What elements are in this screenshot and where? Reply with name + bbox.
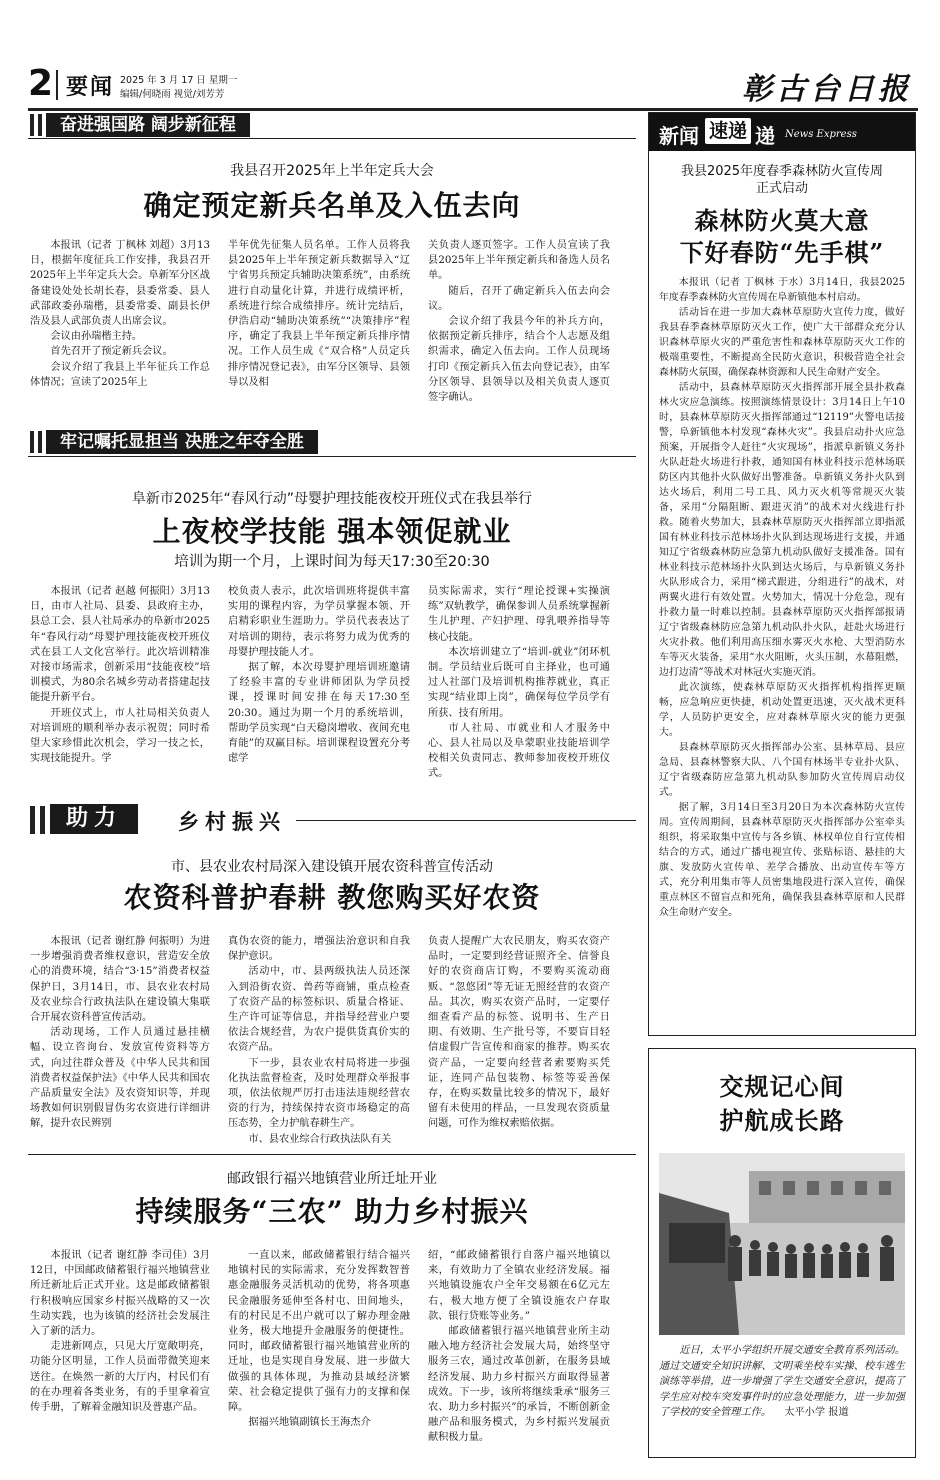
band-marker xyxy=(38,114,42,136)
paragraph: 员实际需求，实行“理论授课+实操演练”双轨教学，确保参训人员系统掌握新生儿护理、产妇护理、母乳喂养指导等核心技能。 xyxy=(428,586,610,643)
express-label-a: 新闻 xyxy=(659,124,699,148)
band-marker xyxy=(30,431,34,453)
paragraph: 本报讯（记者 赵越 何振阳）3月13日，由市人社局、县委、县政府主办，县总工会、县人社局承办的阜新市2025年“春风行动”母婴护理技能夜校开班仪式在县工人文化宫举行。此次培训精准对接市场需求，创新采用“技能夜校”培训模式，为80余名城乡劳动者搭建起技能提升新平台。 xyxy=(30,586,210,704)
band-title: 奋进强国路 阔步新征程 xyxy=(46,113,250,137)
section-band-1 xyxy=(28,112,636,139)
article1-col3 xyxy=(428,238,610,414)
article4-col1 xyxy=(30,1248,210,1446)
band-marker xyxy=(30,114,34,136)
news-express-box xyxy=(648,112,916,1036)
paragraph: 据了解，本次母婴护理培训班邀请了经验丰富的专业讲师团队为学员授课，授课时间安排在每天17:30至20:30。通过为期一个月的系统培训，帮助学员实现“白天稳岗增收、夜间充电育能”的双赢目标。培训课程设置充分考虑学 xyxy=(228,662,410,765)
paragraph: 随后，召开了确定新兵入伍去向会议。 xyxy=(428,285,610,312)
article3-kicker: 市、县农业农村局深入建设镇开展农资科普宣传活动 xyxy=(171,859,493,875)
paragraph: 本报讯（记者 谢红静 李司佳）3月12日，中国邮政储蓄银行福兴地镇营业所迁新址后正式开业。这是邮政储蓄银行积极响应国家乡村振兴战略的又一次生动实践，也为该镇的经济社会发展注入了新的活力。 xyxy=(30,1250,210,1338)
photo-box xyxy=(648,1048,916,1458)
band-marker xyxy=(38,431,42,453)
article1-headline: 确定预定新兵名单及入伍去向 xyxy=(143,189,521,222)
express-label-en: News Express xyxy=(785,129,857,140)
paragraph: 活动现场，工作人员通过悬挂横幅、设立咨询台、发放宣传资料等方式，向过往群众普及《中华人民共和国消费者权益保护法》《中华人民共和国农产品质量安全法》及农资知识等，并现场教如何识别假冒伪劣农资进行详细讲解，提升农民辨别 xyxy=(30,1027,210,1130)
paragraph: 据福兴地镇副镇长王海杰介 xyxy=(248,1417,371,1429)
masthead xyxy=(28,64,918,108)
paragraph: 邮政储蓄银行福兴地镇营业所主动融入地方经济社会发展大局，始终坚守服务三农，通过改革创新，在服务县域经济发展、助力乡村振兴方面取得显著成效。下一步，该所将继续秉承“服务三农、助力乡村振兴”的承旨，不断创新金融产品和服务模式，为乡村振兴发展贡献积极力量。 xyxy=(428,1326,610,1444)
photo-caption xyxy=(659,1343,905,1421)
article2-col3 xyxy=(428,584,610,788)
express-headline-1: 森林防火莫大意 xyxy=(694,206,870,235)
article-divider xyxy=(28,1154,636,1155)
paragraph: 负责人提醒广大农民朋友，购买农资产品时，一定要到经营证照齐全、信誉良好的农资商店订购，不要购买流动商贩、“忽悠团”等无证无照经营的农资产品。其次，购买农资产品时，一定要仔细查看产品的标签、说明书、生产日期、有效期、生产批号等，不要盲目轻信虚假广告宣传和商家的推荐。购买农资产品，一定要向经营者索要购买凭证，连同产品包装物、标签等妥善保存，在购买数量比较多的情况下，最好留有未使用的样品，一旦发现农资质量问题，可作为维权索赔依据。 xyxy=(428,936,610,1130)
paragraph: 活动中，市、县两级执法人员还深入到沿街农资、兽药等商铺，重点检查了农资产品的标签标识、质量合格证、生产许可证等信息，并指导经营业户要依法合规经营，为农户提供货真价实的农资产品。 xyxy=(228,966,410,1054)
masthead-divider xyxy=(56,70,58,100)
paragraph: 走进新网点，只见大厅宽敞明亮，功能分区明显，工作人员面带微笑迎来送往。在焕然一新的大厅内，村民们有的在办理着各类业务，有的手里拿着宣传手册，了解着金融知识及普惠产品。 xyxy=(30,1341,210,1414)
paragraph: 市人社局、市就业和人才服务中心、县人社局以及阜蒙职业技能培训学校相关负责同志、教师参加夜校开班仪式。 xyxy=(428,722,610,780)
masthead-rule xyxy=(28,108,918,111)
editor-line: 编辑/何晓雨 视觉/刘芳芳 xyxy=(120,89,225,100)
article2-kicker: 阜新市2025年“春风行动”母婴护理技能夜校开班仪式在我县举行 xyxy=(131,491,533,507)
article3-col3 xyxy=(428,934,610,1146)
article2-headline: 上夜校学技能 强本领促就业 xyxy=(152,515,512,548)
band-title-b: 乡村振兴 xyxy=(178,810,286,834)
page-number: 2 xyxy=(28,63,54,104)
paragraph: 关负责人逐页签字。工作人员宣读了我县2025年上半年预定新兵和备选人员名单。 xyxy=(428,240,610,282)
express-body xyxy=(659,275,905,1033)
date-line: 2025 年 3 月 17 日 星期一 xyxy=(120,75,238,86)
article3-col1 xyxy=(30,934,210,1146)
express-kicker: 我县2025年度春季森林防火宣传周正式启动 xyxy=(680,164,884,196)
school-children-photo-icon xyxy=(659,1153,905,1335)
section-band-2 xyxy=(28,428,636,457)
paragraph: 绍，“邮政储蓄银行自落户福兴地镇以来，有效助力了全镇农业经济发展。福兴地镇设施农户全年交易额在6亿元左右，极大地方便了全镇设施农户存取款、银行贷账等业务。” xyxy=(428,1250,610,1322)
express-label-b: 速递 xyxy=(705,118,751,144)
band-marker xyxy=(40,806,45,834)
paragraph: 此次演练，使森林草原防灭火指挥机构指挥更顺畅，应急响应更快捷，机动处置更迅速，灭火战术更科学，人员防护更安全，应对森林草原火灾的能力更强大。 xyxy=(659,682,905,738)
paragraph: 会议介绍了我县上半年征兵工作总体情况；宣读了2025年上 xyxy=(30,361,210,388)
paragraph: 活动中，县森林草原防灭火指挥部开展全县扑救森林火灾应急演练。按照演练情景设计：3月14日上午10时，县森林草原防灭火指挥部通过“12119”火警电话接警，阜新镇他本村发现“森林火灾”。我县启动扑火应急预案，开展指令人赶往“火灾现场”，指派阜新镇义务扑火队赶赴火场进行扑救，通知国有林业科技示范林场联防区内其他扑火队做好出警准备。阜新镇义务扑火队到达火场后，利用二号工具、风力灭火机等常规灭火装备，采用“分隔阻断、跟进灭消”的战术对火线进行扑救。随着火势加大，县森林草原防灭火指挥部立即指派国有林业科技示范林场扑火队到达现场进行支援，并通知辽宁省级森林防应急第九机动队做好支援准备。国有林业科技示范林场扑火队到达火场后，与阜新镇义务扑火队形成合力，采用“梯式跟进，分组进行”的战术，对两翼火进行有效处置。火势加大，情况十分危急，现有扑救力量一时难以控制。县森林草原防灭火指挥部报请辽宁省级森林防应急第九机动队扑火队，赶赴火场进行火灾扑救。他们利用高压细水雾灭火水枪、大型消防水车等灭火装备，采用“水火阻断，火头压制，水幕阻燃，边打边清”等战术对林冠火实施灭消。 xyxy=(659,382,905,678)
paragraph: 校负责人表示，此次培训班将提供丰富实用的课程内容，为学员掌握本领、开启精彩职业生涯助力。学员代表表达了对培训的期待，表示将努力成为优秀的母婴护理技能人才。 xyxy=(228,586,410,658)
caption-text: 近日，太平小学组织开展交通安全教育系列活动。通过交通安全知识讲解、文明乘坐校车实操、校车逃生演练等举措，进一步增强了学生交通安全意识，提高了学生应对校车突发事件时的应急处理能力，进一步加强了学校的安全管理工作。 xyxy=(659,1345,905,1418)
paragraph: 半年优先征集人员名单。工作人员将我县2025年上半年预定新兵数据导入“辽宁省男兵预定兵辅助决策系统”，由系统进行自动量化计算，并进行成绩评析，系统进行综合成绩排序。统计完结后，伊浩启动“辅助决策系统”“决策排序”程序，确定了我县上半年预定新兵排序情况。工作人员生成《“双合格”人员定兵排序情况登记表》，由军分区领导、县领导以及相 xyxy=(228,240,410,388)
paragraph: 一直以来，邮政储蓄银行结合福兴地镇村民的实际需求，充分发挥数智普惠金融服务灵活机动的优势，将各项惠民金融服务延伸至各村屯、田间地头，有的村民足不出户就可以了解办理金融业务，极大地提升金融服务的便捷性。同时，邮政储蓄银行福兴地镇营业所的迁址，也是实现自身发展、进一步做大做强的具体体现，为推动县域经济繁荣、社会稳定提供了强有力的支撑和保障。 xyxy=(228,1250,410,1414)
photo-headline-2: 护航成长路 xyxy=(719,1106,845,1135)
paragraph: 本报讯（记者 谢红静 何振明）为进一步增强消费者维权意识，营造安全放心的消费环境，结合“3·15”消费者权益保护日，3月14日，市、县农业农村局及农业综合行政执法队在建设镇大集联合开展农资科普宣传活动。 xyxy=(30,936,210,1024)
paragraph: 市、县农业综合行政执法队有关 xyxy=(248,1133,392,1145)
article3-headline: 农资科普护春耕 教您购买好农资 xyxy=(123,881,541,914)
paragraph: 本次培训建立了“培训-就业”闭环机制。学员结业后既可自主择业，也可通过人社部门及培训机构推荐就业，真正实现“结业即上岗”，确保每位学员学有所获、技有所用。 xyxy=(428,646,610,719)
paragraph: 本报讯（记者 丁枫林 刘超）3月13日，根据年度征兵工作安排，我县召开2025年上半年定兵大会。阜新军分区战备建设处处长胡长春，县委常委、县人武部政委孙瑞楷，县委常委、副县长伊浩及县人武部负责人出席会议。 xyxy=(30,240,210,328)
section-name: 要闻 xyxy=(66,75,115,100)
article4-col3 xyxy=(428,1248,610,1446)
paper-name: 彰古台日报 xyxy=(742,72,912,107)
article4-col2 xyxy=(228,1248,410,1446)
express-label-b-tail: 递 xyxy=(755,124,775,148)
paragraph: 开班仪式上，市人社局相关负责人对培训班的顺利举办表示祝贺；同时希望大家珍惜此次机会，学习一技之长，实现技能提升。学 xyxy=(30,707,210,765)
band-title-a: 助力 xyxy=(50,804,138,834)
paragraph: 会议由孙瑞楷主持。 xyxy=(50,331,143,343)
paragraph: 下一步，县农业农村局将进一步强化执法监督检查，及时处理群众举报事项，依法依规严厉打击违法违规经营农资的行为，持续保持农资市场稳定的高压态势，全力护航春耕生产。 xyxy=(228,1057,410,1130)
article1-col1 xyxy=(30,238,210,414)
article2-col1 xyxy=(30,584,210,788)
paragraph: 本报讯（记者 丁枫林 于水）3月14日，我县2025年度春季森林防火宣传周在阜新镇他本村启动。 xyxy=(659,277,905,303)
article1-col2 xyxy=(228,238,410,414)
news-photo xyxy=(659,1153,905,1335)
article3-col2 xyxy=(228,934,410,1146)
paragraph: 活动旨在进一步加大森林草原防火宣传力度，做好我县春季森林草原防灭火工作，使广大干部群众充分认识森林草原火灾的严重危害性和森林草原防灭火工作的极端重要性，不断提高全民防火意识，积极营造全社会森林防火氛围，确保森林资源和人民生命财产安全。 xyxy=(659,307,905,378)
article4-kicker: 邮政银行福兴地镇营业所迁址开业 xyxy=(227,1171,437,1187)
band-marker xyxy=(30,806,35,834)
section-band-3 xyxy=(28,800,636,838)
paragraph: 会议介绍了我县今年的补兵方向，依据预定新兵排序，结合个人志愿及组织需求，确定入伍去向。工作人员现场打印《预定新兵入伍去向登记表》，由军分区领导、县领导以及相关负责人逐页签字确认。 xyxy=(428,316,610,404)
express-headline-2: 下好春防“先手棋” xyxy=(679,238,885,267)
article2-col2 xyxy=(228,584,410,788)
caption-credit: 太平小学 报道 xyxy=(784,1407,849,1418)
band-rule xyxy=(296,820,636,821)
article2-deck: 培训为期一个月，上课时间为每天17:30至20:30 xyxy=(174,554,490,570)
band-title: 牢记嘱托显担当 决胜之年夺全胜 xyxy=(46,430,318,454)
article1-kicker: 我县召开2025年上半年定兵大会 xyxy=(230,163,434,179)
paragraph: 首先召开了预定新兵会议。 xyxy=(50,346,173,358)
photo-headline-1: 交规记心间 xyxy=(719,1072,845,1101)
express-header xyxy=(649,113,915,151)
paragraph: 据了解，3月14日至3月20日为本次森林防火宣传周。宣传周期间，县森林草原防灭火指挥部办公室牵头组织，将采取集中宣传与各乡镇、林权单位自行宣传相结合的方式，通过广播电视宣传、张贴标语、悬挂的大旗、发放防火宣传单、差学合播放、出动宣传车等方式，充分利用集市等人员密集地段进行深入宣传，确保重点林区不留盲点和死角，确保我县森林草原和人民群众生命财产安全。 xyxy=(659,802,905,918)
paragraph: 县森林草原防灭火指挥部办公室、县林草局、县应急局、县森林警察大队、八个国有林场半专业扑火队、辽宁省级森防应急第九机动队参加防火宣传周启动仪式。 xyxy=(659,742,905,798)
paragraph: 真伪农资的能力，增强法治意识和自我保护意识。 xyxy=(228,936,410,963)
article4-headline: 持续服务“三农” 助力乡村振兴 xyxy=(135,1195,529,1228)
